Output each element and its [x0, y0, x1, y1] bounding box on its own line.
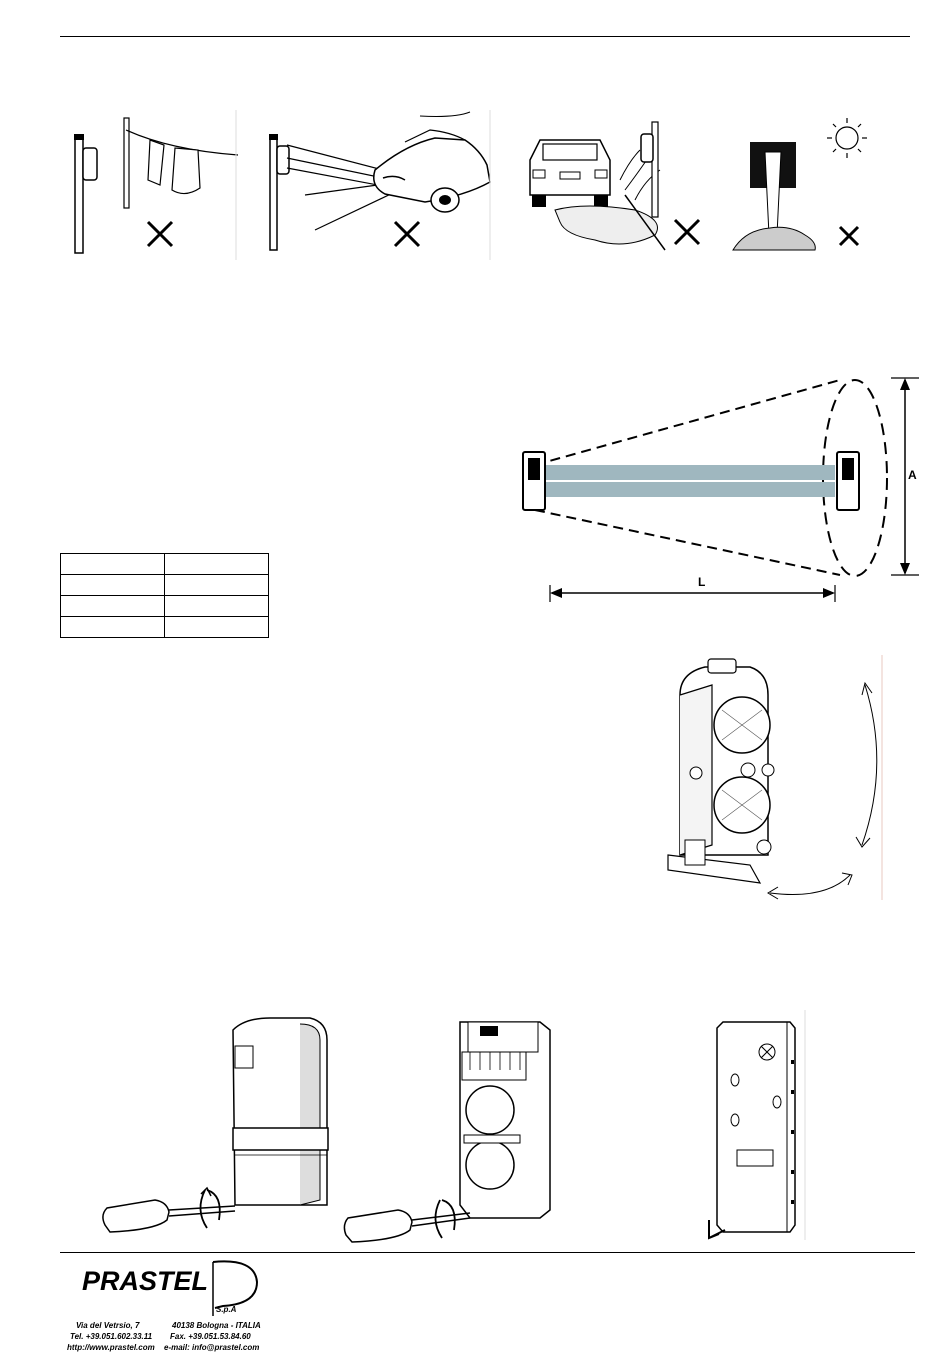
- table-cell: [165, 554, 269, 575]
- header-rule: [60, 36, 910, 37]
- table-row: [61, 596, 269, 617]
- table-cell: [61, 575, 165, 596]
- warning-illustration-laundry: [60, 110, 240, 260]
- mounting-plate-illustration: [695, 1010, 825, 1245]
- fax-text: Fax. +39.051.53.84.60: [170, 1332, 251, 1341]
- table-row: [61, 575, 269, 596]
- warning-illustration-sunlight: [725, 110, 895, 260]
- table-cell: [61, 554, 165, 575]
- city-text: 40138 Bologna - ITALIA: [172, 1321, 261, 1330]
- table-cell: [165, 617, 269, 638]
- table-row: [61, 617, 269, 638]
- address-text: Via del Vetrsio, 7: [76, 1321, 140, 1330]
- beam-spread-diagram: [515, 370, 935, 610]
- brand-name: PRASTEL: [82, 1266, 209, 1296]
- table-cell: [61, 617, 165, 638]
- email-link[interactable]: e-mail: info@prastel.com: [164, 1343, 260, 1352]
- table-row: [61, 554, 269, 575]
- dimension-l-label: L: [698, 575, 706, 589]
- warning-illustration-car-headlights: [265, 110, 505, 260]
- sensor-rotation-illustration: [650, 655, 890, 905]
- screw-removal-illustration: [340, 1010, 580, 1250]
- cover-removal-illustration: [95, 1010, 345, 1250]
- website-link[interactable]: http://www.prastel.com: [67, 1343, 155, 1352]
- dimension-a-label: A: [908, 468, 917, 482]
- specification-table: [60, 553, 269, 638]
- table-cell: [165, 575, 269, 596]
- warning-illustration-water-splash: [515, 110, 715, 260]
- footer-rule: [60, 1252, 915, 1253]
- table-cell: [165, 596, 269, 617]
- table-cell: [61, 596, 165, 617]
- tel-text: Tel. +39.051.602.33.11: [70, 1332, 153, 1341]
- company-suffix: S.p.A: [216, 1305, 237, 1314]
